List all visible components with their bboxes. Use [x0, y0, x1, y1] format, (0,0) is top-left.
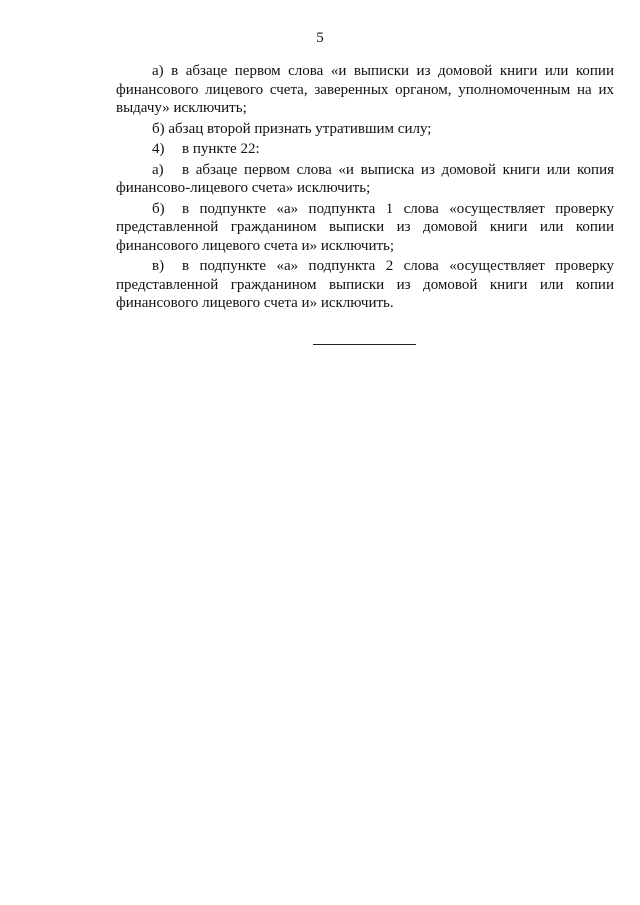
paragraph-text: в подпункте «а» подпункта 1 слова «осуществляет проверку представленной гражданином выписки из домовой книги или копии финансового лицевого счета и» исключить; [116, 200, 614, 254]
list-marker: б) [152, 200, 165, 217]
document-body [116, 62, 614, 315]
paragraph-item-b [116, 200, 614, 256]
paragraph-text: в абзаце первом слова «и выписка из домовой книги или копия финансово-лицевого счета» исключить; [116, 161, 614, 196]
paragraph-text: в пункте 22: [182, 141, 260, 157]
paragraph-text: а) в абзаце первом слова «и выписки из домовой книги или копии финансового лицевого счета, заверенных органом, уполномоченным на их выдачу» исключить; [116, 63, 614, 116]
paragraph-text: б) абзац второй признать утратившим силу; [152, 120, 432, 137]
paragraph-a-first [116, 62, 614, 118]
page-number: 5 [316, 30, 324, 46]
paragraph-item-v [116, 257, 614, 313]
paragraph-text: в подпункте «а» подпункта 2 слова «осуществляет проверку представленной гражданином выписки из домовой книги или копии финансового лицевого счета и» исключить. [116, 258, 614, 311]
paragraph-item-4 [116, 140, 614, 159]
paragraph-item-a [116, 161, 614, 198]
list-marker: а) [152, 161, 164, 178]
list-marker: 4) [152, 141, 165, 157]
end-divider [313, 344, 416, 345]
paragraph-b-second [116, 120, 614, 139]
list-marker: в) [152, 258, 165, 274]
